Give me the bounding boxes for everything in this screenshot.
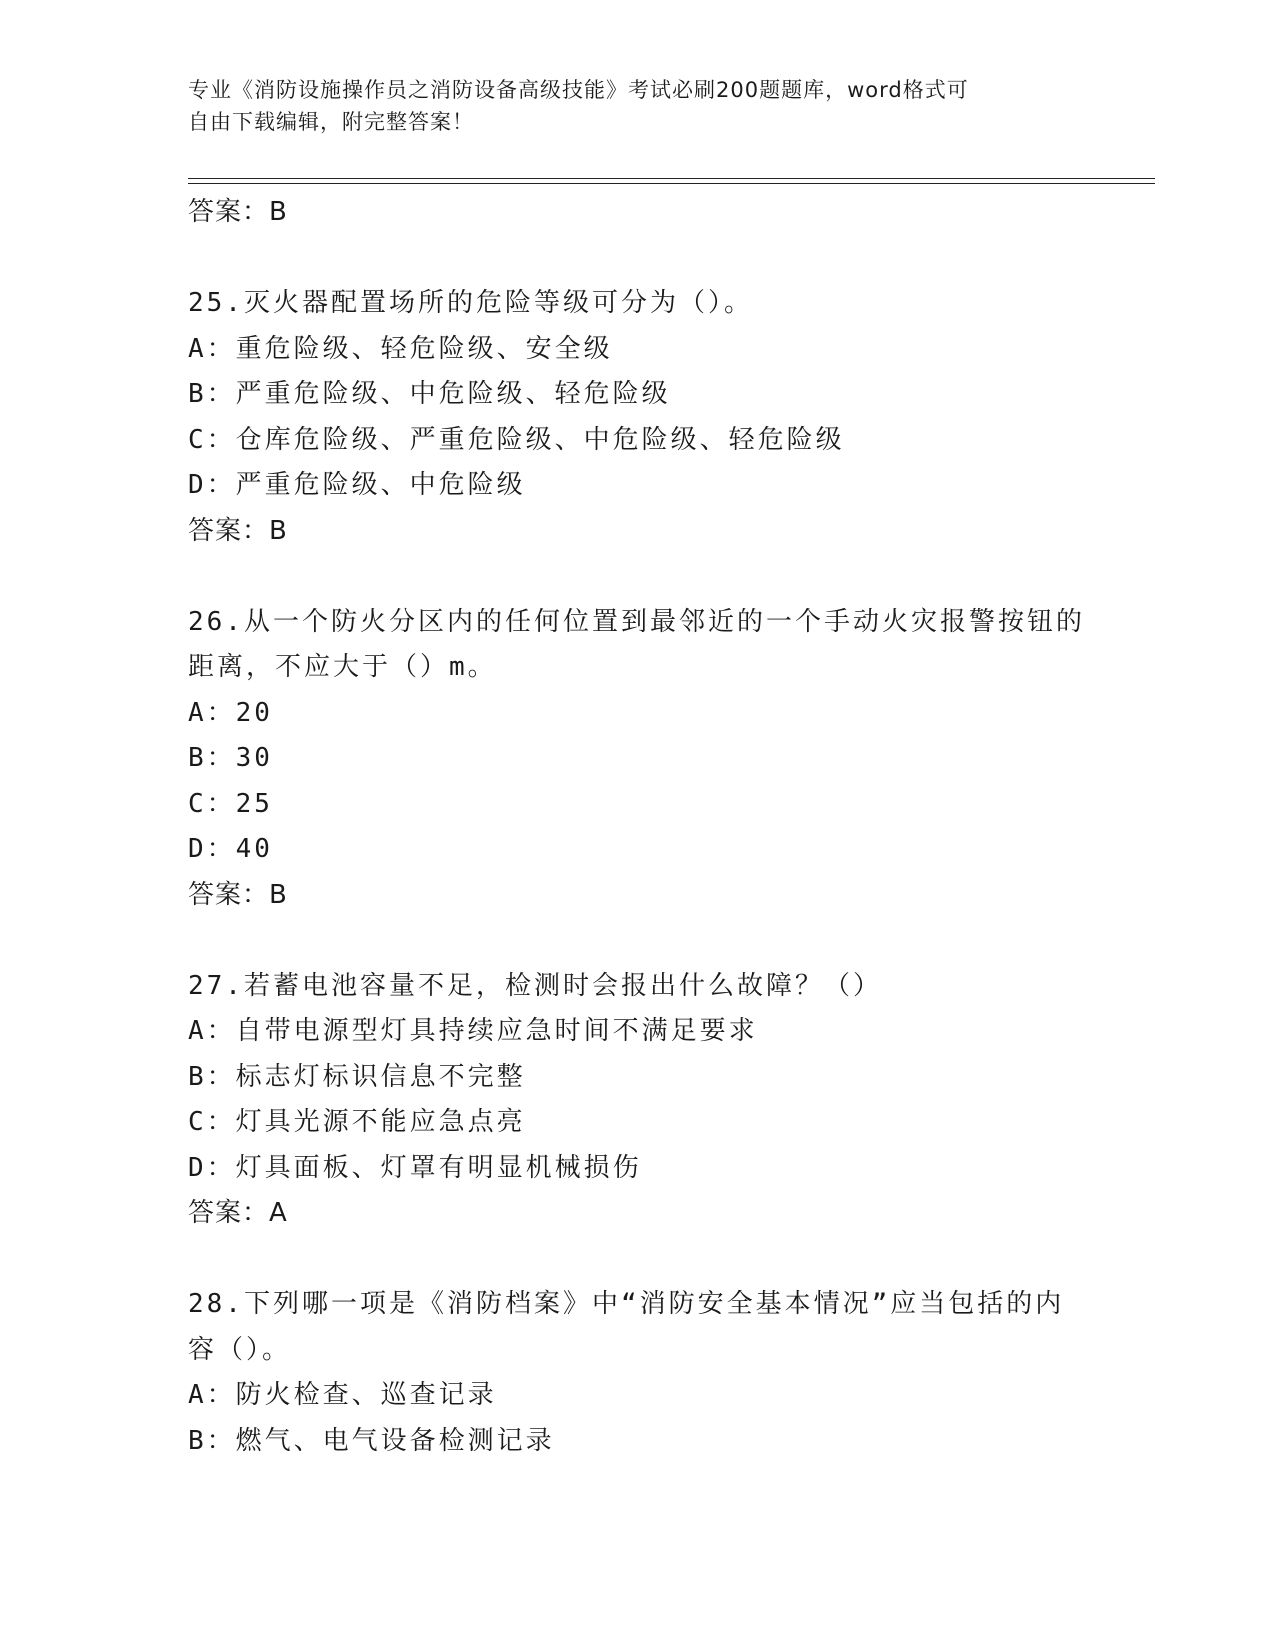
question-text-continued: 容（）。 xyxy=(188,1334,292,1365)
option-d: D：灯具面板、灯罩有明显机械损伤 xyxy=(188,1152,642,1183)
question-25 xyxy=(188,281,1148,554)
question-text: 27.若蓄电池容量不足，检测时会报出什么故障？（） xyxy=(188,970,882,1001)
previous-answer: 答案：B xyxy=(188,197,288,227)
answer: 答案：A xyxy=(188,1198,288,1228)
option-d: D：严重危险级、中危险级 xyxy=(188,470,526,500)
option-b: B：标志灯标识信息不完整 xyxy=(188,1061,526,1092)
option-c: C：25 xyxy=(188,788,273,819)
answer: 答案：B xyxy=(188,515,288,546)
header-line-1: 专业《消防设施操作员之消防设备高级技能》考试必刷200题题库，word格式可 xyxy=(188,78,969,102)
question-27 xyxy=(188,964,1148,1237)
question-text-continued: 距离，不应大于（）m。 xyxy=(188,652,497,682)
question-list xyxy=(188,190,1148,1464)
option-d: D：40 xyxy=(188,834,273,864)
document-header xyxy=(188,74,1088,138)
option-c: C：仓库危险级、严重危险级、中危险级、轻危险级 xyxy=(188,424,845,455)
option-b: B：严重危险级、中危险级、轻危险级 xyxy=(188,379,671,409)
question-text: 28.下列哪一项是《消防档案》中“消防安全基本情况”应当包括的内 xyxy=(188,1289,1065,1319)
spacer xyxy=(188,554,1148,600)
spacer xyxy=(188,918,1148,964)
question-text: 25.灭火器配置场所的危险等级可分为（）。 xyxy=(188,288,753,318)
header-line-2: 自由下载编辑，附完整答案！ xyxy=(188,110,474,134)
option-a: A：20 xyxy=(188,697,273,728)
question-28 xyxy=(188,1282,1148,1464)
option-b: B：30 xyxy=(188,743,273,773)
option-a: A：自带电源型灯具持续应急时间不满足要求 xyxy=(188,1016,758,1046)
spacer xyxy=(188,1237,1148,1283)
spacer xyxy=(188,236,1148,282)
option-c: C：灯具光源不能应急点亮 xyxy=(188,1107,526,1137)
question-26 xyxy=(188,600,1148,919)
question-text: 26.从一个防火分区内的任何位置到最邻近的一个手动火灾报警按钮的 xyxy=(188,606,1085,637)
option-a: A：防火检查、巡查记录 xyxy=(188,1380,497,1410)
answer: 答案：B xyxy=(188,879,288,910)
header-rule-bottom xyxy=(188,183,1155,184)
option-b: B：燃气、电气设备检测记录 xyxy=(188,1425,555,1456)
option-a: A：重危险级、轻危险级、安全级 xyxy=(188,333,613,364)
header-rule-top xyxy=(188,178,1155,179)
